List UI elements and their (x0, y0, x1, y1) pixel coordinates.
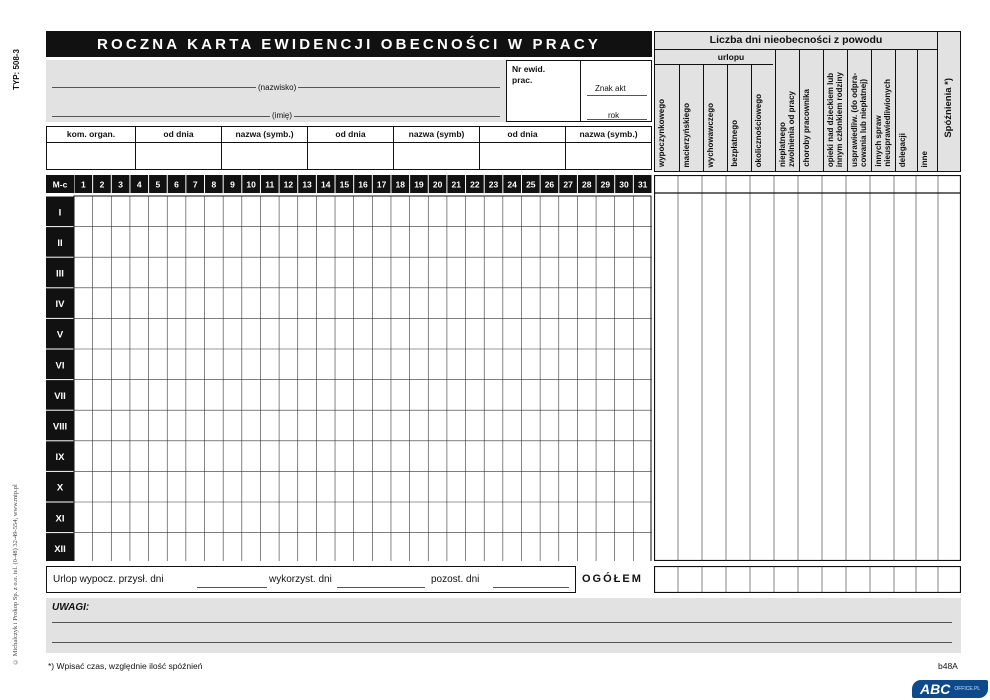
record-number-box[interactable] (506, 60, 580, 122)
absence-column-label: delegacji (898, 132, 907, 167)
day-label: 23 (488, 179, 499, 190)
absence-column-label: wypoczynkowego (657, 98, 666, 167)
day-label: 3 (118, 179, 123, 190)
day-label: 17 (376, 179, 387, 190)
first-name-label: (imię) (272, 111, 292, 120)
unit-column-7[interactable] (565, 127, 651, 169)
late-header (938, 31, 961, 172)
total-row (654, 566, 961, 593)
month-label: IX (55, 452, 65, 464)
remaining-days-field[interactable] (493, 587, 569, 588)
used-days-label: wykorzyst. dni (269, 574, 332, 585)
month-label: I (58, 207, 62, 219)
leave-group-label: urlopu (717, 52, 745, 62)
day-label: 22 (470, 179, 480, 190)
absence-column-8[interactable] (823, 49, 847, 171)
unit-column-label: nazwa (symb) (408, 129, 465, 139)
month-label: VI (55, 360, 65, 372)
unit-column-label: kom. organ. (66, 129, 116, 139)
used-days-field[interactable] (337, 587, 425, 588)
absence-column-6[interactable] (775, 49, 799, 171)
day-label: 25 (526, 179, 536, 190)
attendance-grid (46, 175, 652, 561)
absence-column-3[interactable] (703, 64, 727, 171)
unit-column-label: od dnia (163, 129, 194, 139)
absence-column-7[interactable] (799, 49, 823, 171)
entitled-days-field[interactable] (197, 587, 267, 588)
day-label: 18 (395, 179, 406, 190)
record-number-label: Nr ewid. prac. (512, 64, 546, 85)
absence-column-9[interactable] (847, 49, 871, 171)
month-label: IV (55, 299, 65, 311)
absence-column-label: okolicznościowego (754, 93, 763, 167)
remaining-days-label: pozost. dni (431, 574, 480, 585)
month-label: XII (54, 543, 66, 555)
late-label: Spóźnienia *) (943, 78, 954, 138)
day-label: 5 (155, 179, 161, 190)
absence-column-11[interactable] (895, 49, 917, 171)
absence-column-label: niepłatnego zwolnienia od pracy (778, 90, 796, 167)
month-label: VII (54, 390, 66, 402)
absence-column-label: choroby pracownika (802, 89, 811, 167)
day-label: 16 (358, 179, 368, 190)
absence-column-10[interactable] (871, 49, 895, 171)
form-title-text: ROCZNA KARTA EWIDENCJI OBECNOŚCI W PRACY (96, 35, 602, 53)
day-label: 12 (283, 179, 294, 190)
day-label: 11 (265, 179, 275, 190)
total-label: OGÓŁEM (582, 573, 643, 585)
absence-column-label: usprawiedliw. (do odpra- cowania lub niepłatnej) (850, 73, 868, 167)
unit-column-6[interactable] (479, 127, 565, 169)
absence-column-2[interactable] (679, 64, 703, 171)
logo-text: ABC (920, 681, 951, 697)
month-label: III (56, 268, 64, 280)
day-label: 1 (80, 179, 86, 190)
day-label: 14 (320, 179, 331, 190)
remarks-line-1[interactable] (52, 622, 952, 623)
day-label: 19 (414, 179, 424, 190)
unit-column-2[interactable] (135, 127, 221, 169)
absence-column-5[interactable] (751, 64, 775, 171)
remarks-section (46, 598, 961, 653)
day-label: 7 (192, 179, 198, 190)
unit-table (46, 126, 652, 170)
unit-column-1[interactable] (47, 127, 135, 169)
day-label: 6 (174, 179, 179, 190)
footnote: *) Wpisać czas, względnie ilość spóźnień (48, 661, 203, 671)
absence-column-label: innych spraw nieusprawiedliwionych (874, 79, 892, 167)
day-label: 21 (451, 179, 461, 190)
remarks-label: UWAGI: (52, 602, 90, 613)
day-label: 10 (246, 179, 256, 190)
employee-section (46, 60, 506, 122)
absence-column-label: wychowawczego (706, 102, 715, 167)
remarks-line-2[interactable] (52, 642, 952, 643)
publisher-line: © Michalczyk i Prokop Sp. z o.o. tel. (0-48) 32-49-554, www.mip.pl (12, 484, 19, 665)
day-label: 2 (99, 179, 105, 190)
day-label: 31 (637, 179, 648, 190)
absence-header (654, 31, 938, 172)
day-label: 9 (230, 179, 235, 190)
absence-grid (654, 175, 961, 561)
absence-column-label: bezpłatnego (730, 120, 739, 167)
absence-header-title: Liczba dni nieobecności z powodu (709, 34, 883, 46)
file-year-box[interactable] (580, 60, 652, 122)
day-label: 29 (600, 179, 611, 190)
unit-column-label: od dnia (507, 129, 538, 139)
month-label: V (56, 329, 64, 341)
month-label: XI (55, 513, 65, 525)
day-label: 28 (582, 179, 592, 190)
abc-logo (912, 680, 988, 698)
absence-column-label: inne (920, 150, 929, 167)
year-label: rok (608, 111, 620, 120)
unit-column-label: nazwa (symb.) (579, 129, 638, 139)
absence-column-1[interactable] (655, 64, 679, 171)
form-code: b48A (938, 661, 958, 671)
day-label: 30 (619, 179, 629, 190)
leave-summary (46, 566, 576, 593)
day-label: 27 (563, 179, 573, 190)
month-label: VIII (52, 421, 68, 433)
unit-column-3[interactable] (221, 127, 307, 169)
month-label: X (56, 482, 64, 494)
logo-sub: OFFICE.PL (954, 686, 981, 692)
day-label: 20 (432, 179, 443, 190)
day-label: 15 (339, 179, 350, 190)
form-type-code: TYP: 508-3 (12, 49, 21, 90)
surname-label: (nazwisko) (258, 83, 297, 92)
absence-column-12[interactable] (917, 49, 939, 171)
day-label: 24 (507, 179, 517, 190)
day-label: 4 (136, 179, 142, 190)
month-label: II (57, 237, 63, 249)
unit-column-4[interactable] (307, 127, 393, 169)
form-title (46, 31, 652, 57)
file-sign-label: Znak akt (595, 84, 626, 93)
day-label: 26 (544, 179, 555, 190)
absence-column-label: opieki nad dzieckiem lub innym członkiem rodziny (826, 71, 844, 167)
unit-column-label: nazwa (symb.) (235, 129, 294, 139)
entitled-days-label: Urlop wypocz. przysł. dni (53, 574, 164, 585)
day-label: 8 (211, 179, 217, 190)
day-label: 13 (302, 179, 312, 190)
month-header-label: M-c (52, 179, 68, 190)
unit-column-label: od dnia (335, 129, 366, 139)
absence-column-4[interactable] (727, 64, 751, 171)
unit-column-5[interactable] (393, 127, 479, 169)
grid-frame (74, 196, 651, 561)
absence-column-label: macierzyńskiego (682, 102, 691, 167)
